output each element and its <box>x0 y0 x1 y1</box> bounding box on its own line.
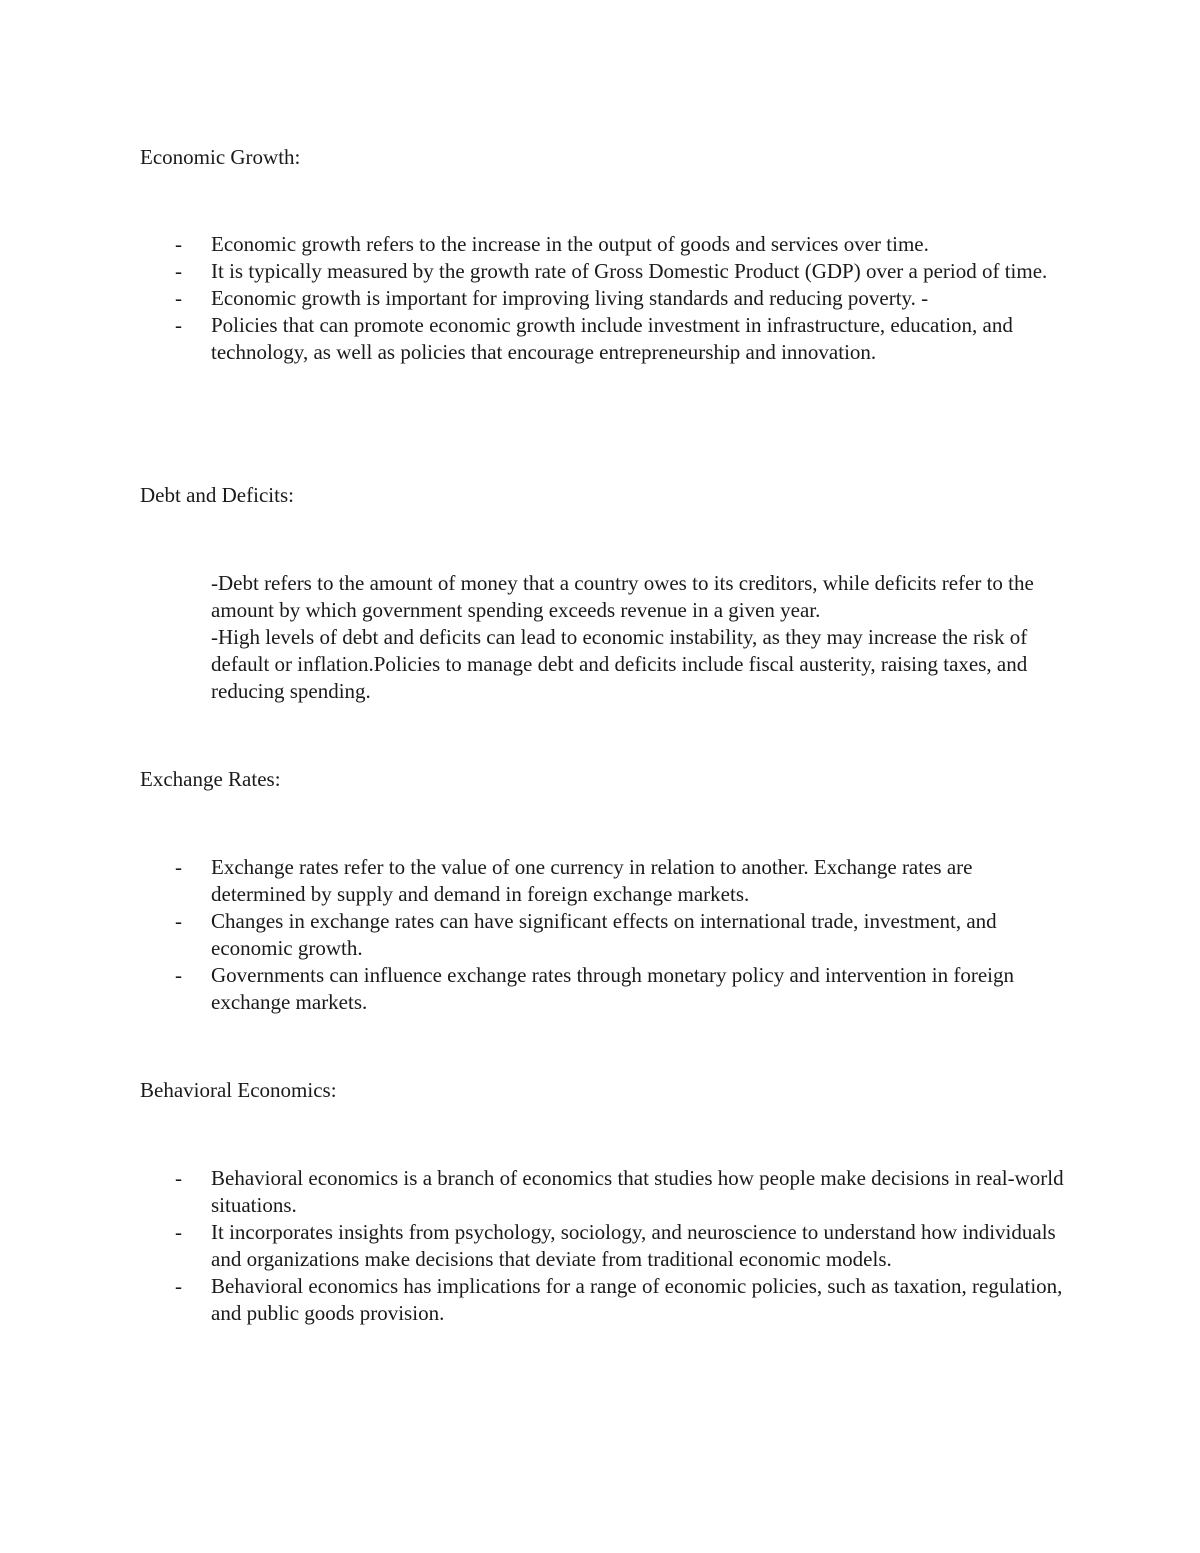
list-item-text: Changes in exchange rates can have significant effects on international trade, investment, and economic growth. <box>211 909 997 960</box>
bullet-dash: - <box>175 1274 182 1298</box>
bullet-dash: - <box>175 232 182 256</box>
list-item <box>0 312 1071 366</box>
bullet-dash: - <box>175 1220 182 1244</box>
list-item <box>0 1219 1071 1273</box>
list-item <box>0 1273 1071 1327</box>
list-item-text: Governments can influence exchange rates through monetary policy and intervention in foreign exchange markets. <box>211 963 1014 1014</box>
list-item-text: Economic growth is important for improving living standards and reducing poverty. - <box>211 286 929 310</box>
list-item-text: Behavioral economics has implications for a range of economic policies, such as taxation, regulation, and public goods provision. <box>211 1274 1063 1325</box>
list-item <box>0 962 1071 1016</box>
list-item <box>0 285 1071 312</box>
section-heading-debt-and-deficits: Debt and Deficits: <box>140 483 294 507</box>
list-item-text: Economic growth refers to the increase in the output of goods and services over time. <box>211 232 929 256</box>
bullet-dash: - <box>175 286 182 310</box>
debt-paragraph-2: -High levels of debt and deficits can lead to economic instability, as they may increase the risk of default or inflation.Policies to manage debt and deficits include fiscal austerity, raising taxes, and reducing spending. <box>211 625 1028 703</box>
list-item <box>0 854 1071 908</box>
list-item <box>0 908 1071 962</box>
list-item <box>0 231 1071 258</box>
bullet-dash: - <box>175 909 182 933</box>
list-item-text: Behavioral economics is a branch of economics that studies how people make decisions in real-world situations. <box>211 1166 1064 1217</box>
economic-growth-list <box>0 231 1200 366</box>
exchange-rates-list <box>0 854 1200 1016</box>
bullet-dash: - <box>175 259 182 283</box>
section-heading-behavioral-economics: Behavioral Economics: <box>140 1078 337 1102</box>
section-heading-economic-growth: Economic Growth: <box>140 145 301 169</box>
bullet-dash: - <box>175 1166 182 1190</box>
debt-paragraph-1: -Debt refers to the amount of money that a country owes to its creditors, while deficits refer to the amount by which government spending exceeds revenue in a given year. <box>211 571 1034 622</box>
bullet-dash: - <box>175 963 182 987</box>
list-item-text: Exchange rates refer to the value of one currency in relation to another. Exchange rates are determined by supply and demand in foreign exchange markets. <box>211 855 973 906</box>
behavioral-economics-list <box>0 1165 1200 1327</box>
list-item-text: Policies that can promote economic growth include investment in infrastructure, education, and technology, as well as policies that encourage entrepreneurship and innovation. <box>211 313 1013 364</box>
section-heading-exchange-rates: Exchange Rates: <box>140 767 281 791</box>
bullet-dash: - <box>175 855 182 879</box>
list-item <box>0 258 1071 285</box>
list-item-text: It incorporates insights from psychology, sociology, and neuroscience to understand how individuals and organizations make decisions that deviate from traditional economic models. <box>211 1220 1056 1271</box>
list-item <box>0 1165 1071 1219</box>
bullet-dash: - <box>175 313 182 337</box>
list-item-text: It is typically measured by the growth rate of Gross Domestic Product (GDP) over a period of time. <box>211 259 1048 283</box>
